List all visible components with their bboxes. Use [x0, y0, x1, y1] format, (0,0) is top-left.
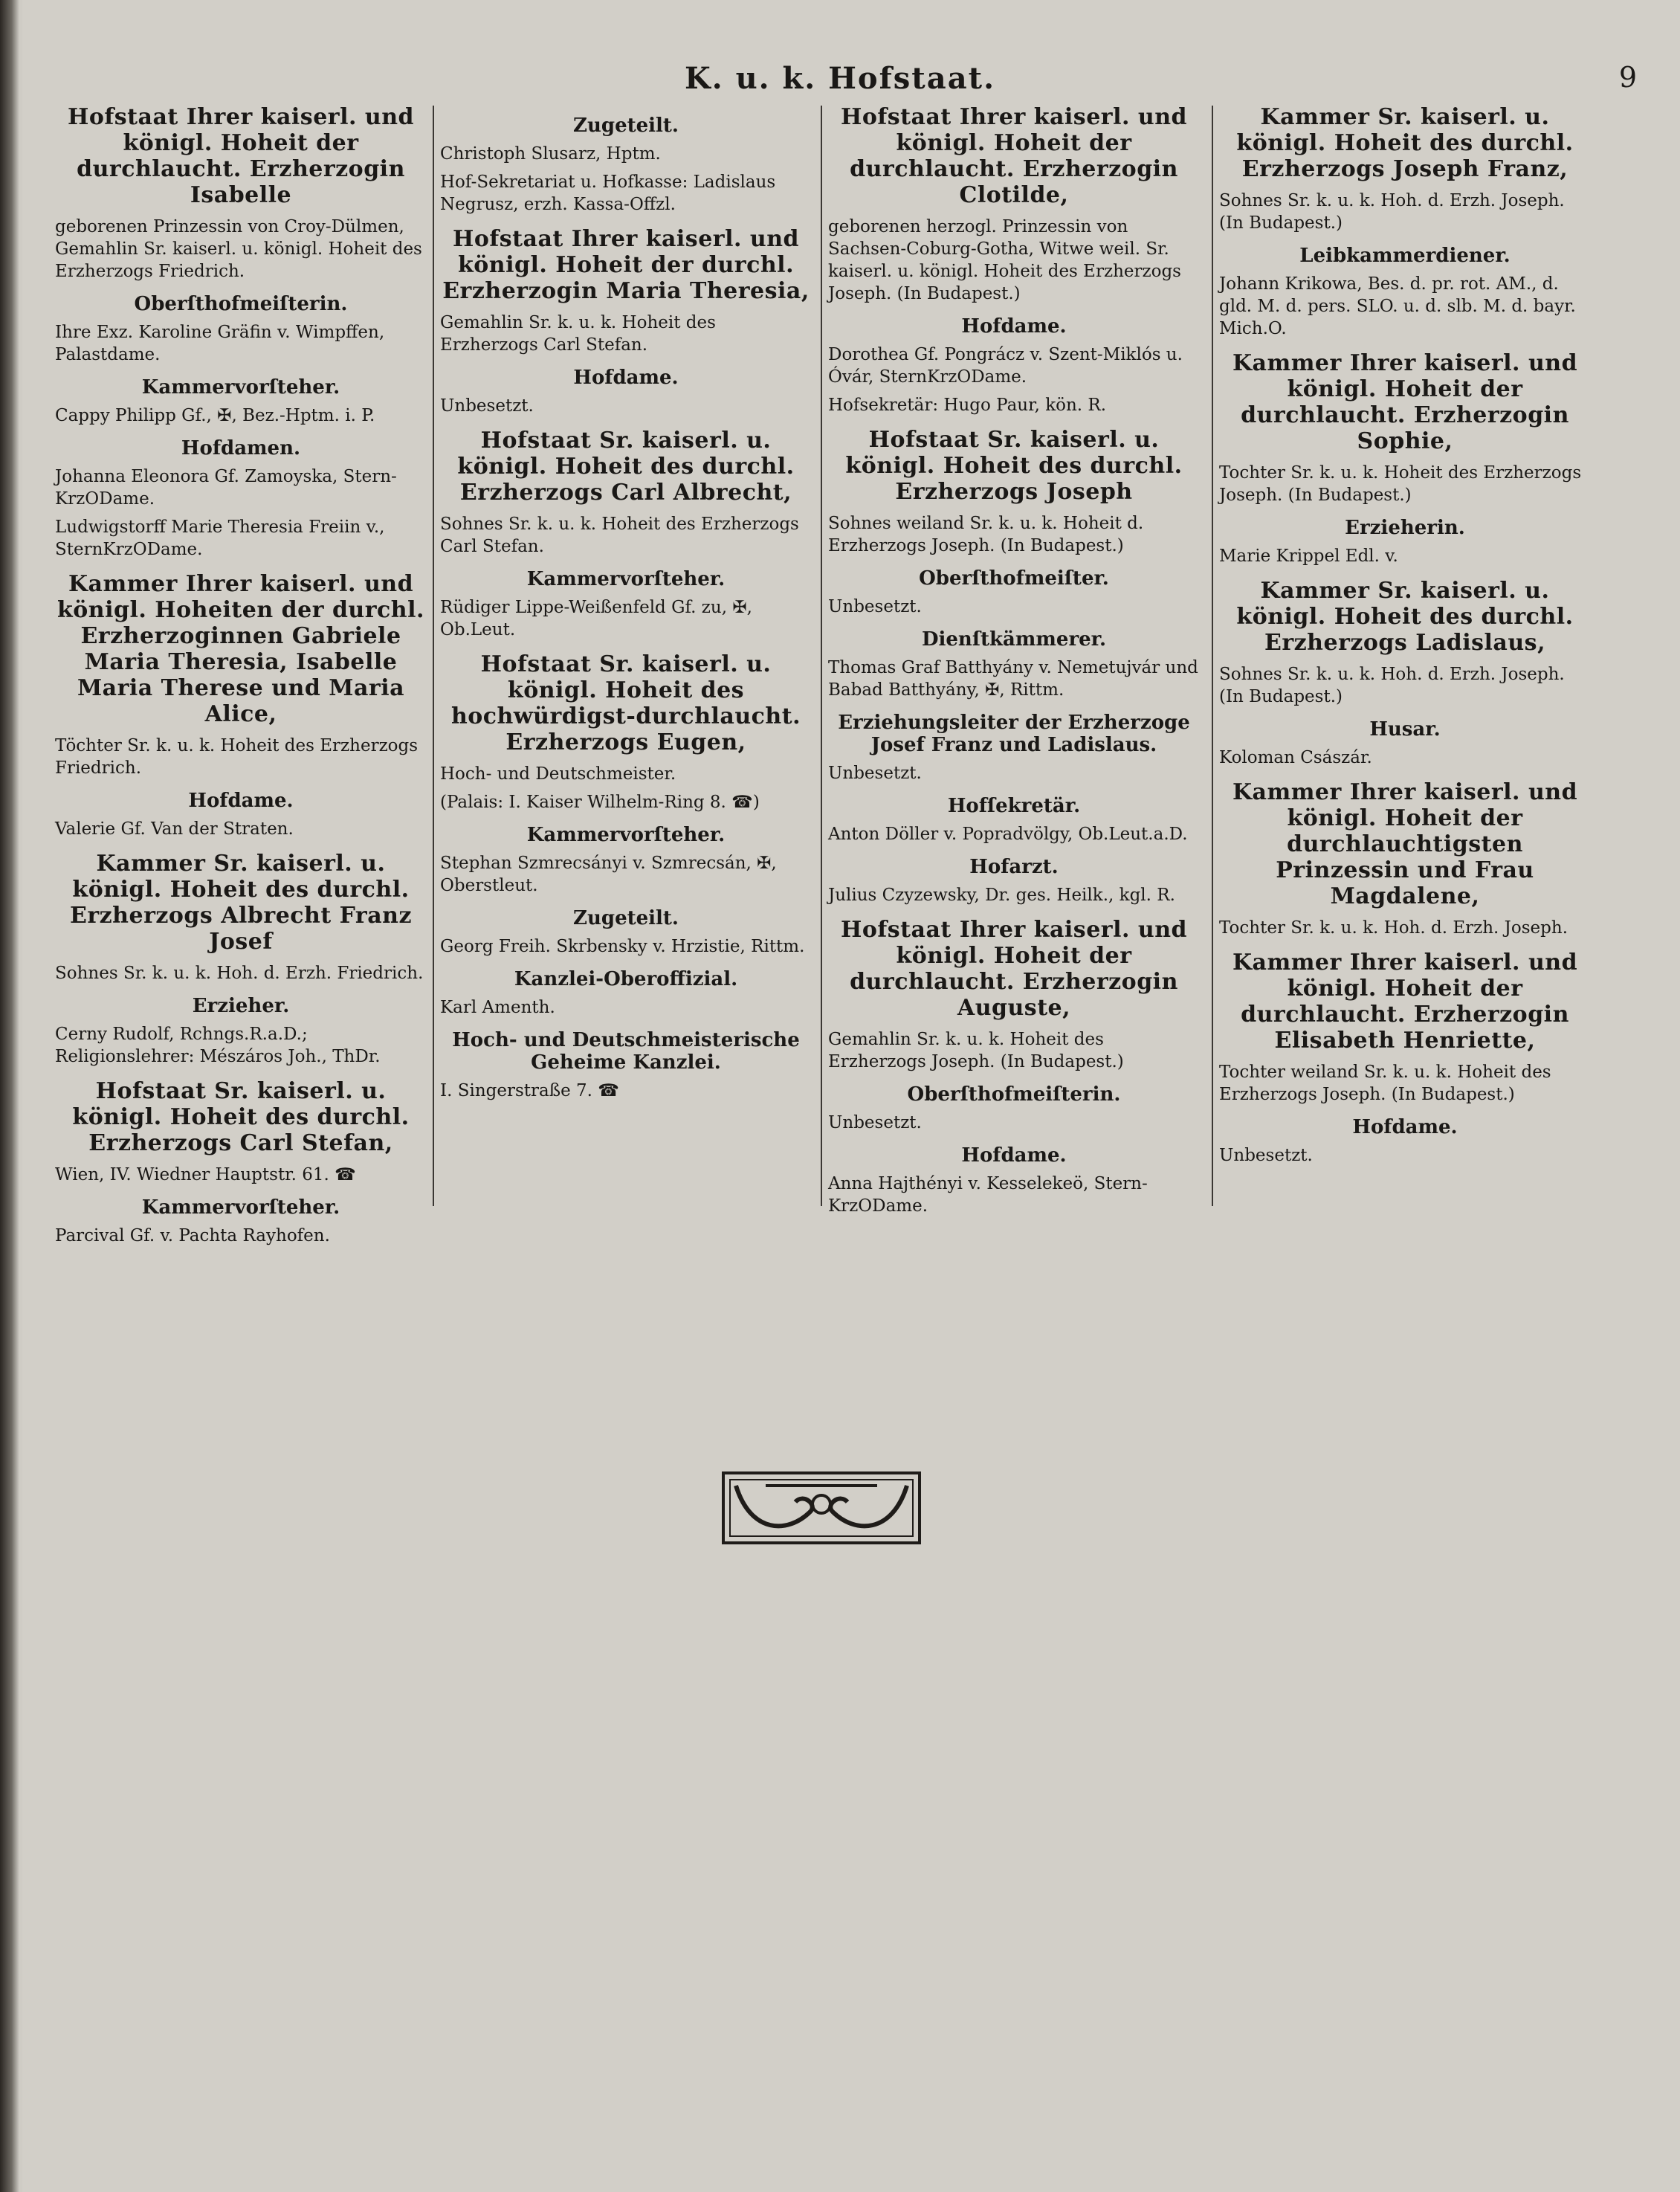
section-heading: Hofstaat Sr. kaiserl. u. königl. Hoheit des hochwürdigst-durchlaucht. Erzherzogs Eugen,	[450, 651, 801, 755]
role-heading: Kammervorſteher.	[141, 376, 340, 399]
entry-text: Unbesetzt.	[1219, 1146, 1313, 1165]
page-number: 9	[1618, 61, 1637, 94]
role-heading: Erzieher.	[192, 995, 290, 1017]
role-heading: Zugeteilt.	[573, 115, 679, 137]
section-heading: Kammer Ihrer kaiserl. und königl. Hoheit der durchlaucht. Erzherzogin Elisabeth Henriette,	[1232, 950, 1578, 1054]
entry-text: Rüdiger Lippe-Weißenfeld Gf. zu, ✠, Ob.Leut.	[440, 598, 752, 639]
entry-text: Sohnes Sr. k. u. k. Hoh. d. Erzh. Joseph. (In Budapest.)	[1219, 665, 1565, 706]
column-rule-1	[433, 106, 434, 1206]
role-heading: Zugeteilt.	[573, 907, 679, 929]
ornament-vignette	[721, 1471, 922, 1545]
entry-text: Anton Döller v. Popradvölgy, Ob.Leut.a.D.	[828, 825, 1188, 844]
entry-text: Unbesetzt.	[828, 597, 922, 616]
entry-text: Tochter Sr. k. u. k. Hoheit des Erzherzogs Joseph. (In Budapest.)	[1219, 463, 1582, 505]
role-heading: Hofarzt.	[969, 856, 1059, 878]
entry-text: Ludwigstorff Marie Theresia Freiin v., SternKrzODame.	[55, 518, 385, 559]
entry-text: (Palais: I. Kaiser Wilhelm-Ring 8. ☎)	[440, 793, 760, 812]
entry-text: geborenen Prinzessin von Croy-Dülmen, Gemahlin Sr. kaiserl. u. königl. Hoheit des Erzherzogs Friedrich.	[55, 217, 422, 281]
section-heading: Kammer Sr. kaiserl. u. königl. Hoheit des durchl. Erzherzogs Joseph Franz,	[1236, 104, 1574, 182]
role-heading: Hofdame.	[573, 367, 679, 389]
entry-text: Unbesetzt.	[828, 764, 922, 783]
role-heading: Oberſthofmeiſterin.	[134, 293, 348, 315]
running-title: K. u. k. Hofstaat.	[684, 61, 996, 96]
role-heading: Kanzlei-Oberoffizial.	[514, 968, 738, 990]
entry-text: Sohnes Sr. k. u. k. Hoheit des Erzherzogs Carl Stefan.	[440, 515, 799, 556]
entry-text: Ihre Exz. Karoline Gräfin v. Wimpffen, Palastdame.	[55, 323, 385, 364]
entry-text: Valerie Gf. Van der Straten.	[55, 819, 294, 839]
entry-text: Cappy Philipp Gf., ✠, Bez.-Hptm. i. P.	[55, 406, 375, 425]
section-heading: Kammer Sr. kaiserl. u. königl. Hoheit des durchl. Erzherzogs Albrecht Franz Josef	[69, 851, 413, 955]
section-heading: Hofstaat Ihrer kaiserl. und königl. Hoheit der durchl. Erzherzogin Maria Theresia,	[442, 226, 810, 304]
entry-text: Unbesetzt.	[440, 396, 534, 416]
role-heading: Oberſthofmeiſterin.	[907, 1083, 1121, 1106]
role-heading: Dienſtkämmerer.	[921, 628, 1107, 651]
section-heading: Hofstaat Ihrer kaiserl. und königl. Hoheit der durchlaucht. Erzherzogin Clotilde,	[841, 104, 1187, 208]
section-heading: Kammer Ihrer kaiserl. und königl. Hoheit der durchlaucht. Erzherzogin Sophie,	[1232, 350, 1578, 454]
entry-text: Unbesetzt.	[828, 1113, 922, 1132]
section-heading: Hofstaat Sr. kaiserl. u. königl. Hoheit des durchl. Erzherzogs Carl Stefan,	[72, 1078, 410, 1156]
role-heading: Hoch- und Deutschmeisterische Geheime Kanzlei.	[452, 1029, 800, 1074]
role-heading: Kammervorſteher.	[526, 568, 726, 590]
role-heading: Oberſthofmeiſter.	[919, 567, 1109, 590]
role-heading: Hofdamen.	[181, 437, 301, 460]
role-heading: Erzieherin.	[1345, 517, 1465, 539]
section-heading: Hofstaat Ihrer kaiserl. und königl. Hoheit der durchlaucht. Erzherzogin Isabelle	[68, 104, 414, 208]
entry-text: Hof-Sekretariat u. Hofkasse: Ladislaus Negrusz, erzh. Kassa-Offzl.	[440, 173, 776, 214]
entry-text: Thomas Graf Batthyány v. Nemetujvár und Babad Batthyány, ✠, Rittm.	[828, 658, 1198, 700]
column-4	[1219, 104, 1591, 1173]
entry-text: Karl Amenth.	[440, 998, 555, 1017]
section-heading: Kammer Ihrer kaiserl. und königl. Hoheit der durchlauchtigsten Prinzessin und Frau Magdalene,	[1232, 779, 1578, 909]
entry-text: Hofsekretär: Hugo Paur, kön. R.	[828, 396, 1107, 415]
page-header	[0, 61, 1680, 106]
role-heading: Hofſekretär.	[947, 795, 1081, 817]
entry-text: Marie Krippel Edl. v.	[1219, 547, 1398, 566]
entry-text: Julius Czyzewsky, Dr. ges. Heilk., kgl. R.	[828, 886, 1175, 905]
entry-text: Sohnes Sr. k. u. k. Hoh. d. Erzh. Joseph. (In Budapest.)	[1219, 191, 1565, 233]
entry-text: Gemahlin Sr. k. u. k. Hoheit des Erzherzogs Carl Stefan.	[440, 313, 716, 355]
role-heading: Hofdame.	[961, 1144, 1067, 1167]
section-heading: Hofstaat Ihrer kaiserl. und königl. Hoheit der durchlaucht. Erzherzogin Auguste,	[841, 917, 1187, 1021]
entry-text: Sohnes Sr. k. u. k. Hoh. d. Erzh. Friedrich.	[55, 964, 424, 983]
section-heading: Hofstaat Sr. kaiserl. u. königl. Hoheit des durchl. Erzherzogs Joseph	[845, 427, 1183, 505]
column-rule-3	[1212, 106, 1213, 1206]
section-heading: Kammer Sr. kaiserl. u. königl. Hoheit des durchl. Erzherzogs Ladislaus,	[1236, 578, 1574, 656]
section-heading: Kammer Ihrer kaiserl. und königl. Hoheiten der durchl. Erzherzoginnen Gabriele Maria Theresia, Isabelle Maria Therese und Maria Alice,	[57, 571, 424, 727]
column-2	[440, 104, 812, 1108]
role-heading: Leibkammerdiener.	[1299, 245, 1511, 267]
entry-text: Parcival Gf. v. Pachta Rayhofen.	[55, 1226, 330, 1245]
role-heading: Husar.	[1369, 718, 1441, 741]
entry-text: Dorothea Gf. Pongrácz v. Szent-Miklós u. Óvár, SternKrzODame.	[828, 345, 1183, 387]
entry-text: Christoph Slusarz, Hptm.	[440, 144, 661, 164]
entry-text: Johann Krikowa, Bes. d. pr. rot. AM., d. gld. M. d. pers. SLO. u. d. slb. M. d. bayr. Mich.O.	[1219, 274, 1576, 338]
role-heading: Hofdame.	[961, 315, 1067, 338]
book-binding-edge	[0, 0, 19, 2192]
entry-text: I. Singerstraße 7. ☎	[440, 1081, 619, 1100]
role-heading: Hofdame.	[1352, 1116, 1458, 1138]
section-heading: Hofstaat Sr. kaiserl. u. königl. Hoheit des durchl. Erzherzogs Carl Albrecht,	[457, 428, 795, 506]
entry-text: Tochter weiland Sr. k. u. k. Hoheit des Erzherzogs Joseph. (In Budapest.)	[1219, 1063, 1551, 1104]
entry-text: Stephan Szmrecsányi v. Szmrecsán, ✠, Oberstleut.	[440, 854, 777, 895]
role-heading: Kammervorſteher.	[526, 824, 726, 846]
entry-text: Johanna Eleonora Gf. Zamoyska, Stern-KrzODame.	[55, 467, 397, 509]
entry-text: Gemahlin Sr. k. u. k. Hoheit des Erzherzogs Joseph. (In Budapest.)	[828, 1030, 1124, 1071]
entry-text: geborenen herzogl. Prinzessin von Sachsen-Coburg-Gotha, Witwe weil. Sr. kaiserl. u. königl. Hoheit des Erzherzogs Joseph. (In Budapest.)	[828, 217, 1181, 303]
entry-text: Tochter Sr. k. u. k. Hoh. d. Erzh. Joseph.	[1219, 918, 1568, 938]
entry-text: Anna Hajthényi v. Kesselekeö, Stern-KrzODame.	[828, 1174, 1148, 1216]
entry-text: Georg Freih. Skrbensky v. Hrzistie, Rittm.	[440, 937, 805, 956]
entry-text: Cerny Rudolf, Rchngs.R.a.D.; Religionslehrer: Mészáros Joh., ThDr.	[55, 1025, 381, 1066]
column-rule-2	[821, 106, 822, 1206]
entry-text: Hoch- und Deutschmeister.	[440, 764, 676, 784]
column-1	[55, 104, 427, 1253]
entry-text: Töchter Sr. k. u. k. Hoheit des Erzherzogs Friedrich.	[55, 736, 419, 778]
role-heading: Erziehungsleiter der Erzherzoge Josef Franz und Ladislaus.	[838, 712, 1190, 756]
role-heading: Kammervorſteher.	[141, 1196, 340, 1219]
entry-text: Koloman Császár.	[1219, 748, 1372, 767]
entry-text: Wien, IV. Wiedner Hauptstr. 61. ☎	[55, 1165, 356, 1184]
column-3	[828, 104, 1200, 1223]
role-heading: Hofdame.	[188, 790, 294, 812]
entry-text: Sohnes weiland Sr. k. u. k. Hoheit d. Erzherzogs Joseph. (In Budapest.)	[828, 514, 1144, 555]
